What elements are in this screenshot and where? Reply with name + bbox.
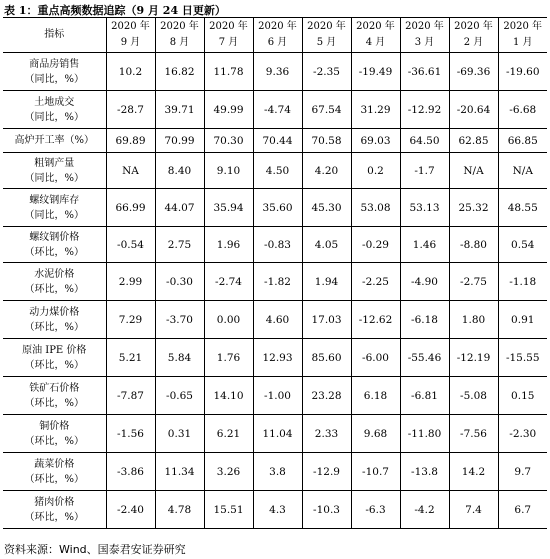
value-cell: 70.30 bbox=[204, 129, 253, 153]
value-cell: 45.30 bbox=[302, 189, 351, 227]
value-cell: -28.7 bbox=[106, 91, 155, 129]
value-cell: -12.62 bbox=[351, 301, 400, 339]
value-cell: 48.55 bbox=[498, 189, 547, 227]
indicator-label: 螺纹钢价格 bbox=[29, 231, 80, 243]
value-cell: -4.74 bbox=[253, 91, 302, 129]
table-row bbox=[3, 129, 547, 153]
indicator-label: 铜价格 bbox=[39, 420, 70, 432]
table-row bbox=[3, 453, 547, 491]
value-cell: 16.82 bbox=[155, 53, 204, 91]
month-header bbox=[253, 18, 302, 53]
month-header-month: 4 月 bbox=[365, 37, 386, 48]
value-cell: 69.89 bbox=[106, 129, 155, 153]
value-cell: 64.50 bbox=[400, 129, 449, 153]
value-cell: -19.49 bbox=[351, 53, 400, 91]
month-header-month: 9 月 bbox=[120, 37, 141, 48]
value-cell: 2.33 bbox=[302, 415, 351, 453]
value-cell: 53.08 bbox=[351, 189, 400, 227]
value-cell: -11.80 bbox=[400, 415, 449, 453]
value-cell: 4.50 bbox=[253, 153, 302, 189]
indicator-name bbox=[3, 301, 106, 339]
indicator-name bbox=[3, 227, 106, 263]
value-cell: -0.54 bbox=[106, 227, 155, 263]
value-cell: -55.46 bbox=[400, 339, 449, 377]
month-header-month: 5 月 bbox=[316, 37, 337, 48]
table-row bbox=[3, 377, 547, 415]
month-header-year: 2020 年 bbox=[503, 21, 543, 32]
month-header bbox=[400, 18, 449, 53]
value-cell: -8.80 bbox=[449, 227, 498, 263]
month-header-year: 2020 年 bbox=[209, 21, 248, 32]
value-cell: -7.87 bbox=[106, 377, 155, 415]
value-cell: 6.18 bbox=[351, 377, 400, 415]
value-cell: -2.35 bbox=[302, 53, 351, 91]
table-row bbox=[3, 415, 547, 453]
table-row bbox=[3, 91, 547, 129]
value-cell: 11.34 bbox=[155, 453, 204, 491]
source-note: 资料来源：Wind、国泰君安证券研究 bbox=[4, 543, 186, 556]
indicator-label: 原油 IPE 价格 bbox=[22, 344, 87, 356]
value-cell: 35.60 bbox=[253, 189, 302, 227]
value-cell: 4.05 bbox=[302, 227, 351, 263]
indicator-label: 蔬菜价格 bbox=[34, 458, 75, 470]
value-cell: -4.90 bbox=[400, 263, 449, 301]
month-header-month: 6 月 bbox=[267, 37, 288, 48]
indicator-label: 水泥价格 bbox=[34, 268, 75, 280]
indicator-label: 螺纹钢库存 bbox=[29, 194, 80, 206]
table-row bbox=[3, 301, 547, 339]
value-cell: 70.44 bbox=[253, 129, 302, 153]
value-cell: -6.68 bbox=[498, 91, 547, 129]
value-cell: 5.84 bbox=[155, 339, 204, 377]
value-cell: -0.65 bbox=[155, 377, 204, 415]
value-cell: 1.76 bbox=[204, 339, 253, 377]
indicator-unit: （同比，%） bbox=[24, 73, 84, 85]
value-cell: -2.74 bbox=[204, 263, 253, 301]
value-cell: 6.21 bbox=[204, 415, 253, 453]
month-header-year: 2020 年 bbox=[405, 21, 444, 32]
table-row bbox=[3, 263, 547, 301]
indicator-name bbox=[3, 453, 106, 491]
value-cell: 62.85 bbox=[449, 129, 498, 153]
indicator-label: 土地成交 bbox=[34, 96, 75, 108]
value-cell: 53.13 bbox=[400, 189, 449, 227]
indicator-label: 动力煤价格 bbox=[29, 306, 80, 318]
indicator-unit: （环比，%） bbox=[24, 321, 84, 333]
value-cell: 70.99 bbox=[155, 129, 204, 153]
value-cell: -0.83 bbox=[253, 227, 302, 263]
month-header-month: 2 月 bbox=[463, 37, 484, 48]
value-cell: 2.75 bbox=[155, 227, 204, 263]
month-header-year: 2020 年 bbox=[356, 21, 395, 32]
value-cell: -6.3 bbox=[351, 491, 400, 529]
value-cell: 3.8 bbox=[253, 453, 302, 491]
value-cell: 35.94 bbox=[204, 189, 253, 227]
value-cell: -1.7 bbox=[400, 153, 449, 189]
value-cell: -0.30 bbox=[155, 263, 204, 301]
month-header bbox=[106, 18, 155, 53]
value-cell: 9.7 bbox=[498, 453, 547, 491]
indicator-name bbox=[3, 129, 106, 153]
value-cell: -6.00 bbox=[351, 339, 400, 377]
indicator-name bbox=[3, 91, 106, 129]
table-row bbox=[3, 53, 547, 91]
value-cell: NA bbox=[106, 153, 155, 189]
value-cell: 9.10 bbox=[204, 153, 253, 189]
value-cell: -2.30 bbox=[498, 415, 547, 453]
value-cell: 4.20 bbox=[302, 153, 351, 189]
indicator-unit: （环比，%） bbox=[24, 473, 84, 485]
value-cell: 39.71 bbox=[155, 91, 204, 129]
value-cell: 10.2 bbox=[106, 53, 155, 91]
value-cell: 23.28 bbox=[302, 377, 351, 415]
month-header-year: 2020 年 bbox=[307, 21, 346, 32]
value-cell: -13.8 bbox=[400, 453, 449, 491]
indicator-header: 指标 bbox=[3, 18, 106, 53]
value-cell: 7.29 bbox=[106, 301, 155, 339]
value-cell: 66.99 bbox=[106, 189, 155, 227]
indicator-label: 高炉开工率（%） bbox=[14, 135, 94, 146]
indicator-name bbox=[3, 263, 106, 301]
value-cell: 1.46 bbox=[400, 227, 449, 263]
table-row bbox=[3, 153, 547, 189]
table-title: 表 1：重点高频数据追踪（9 月 24 日更新） bbox=[4, 4, 226, 17]
indicator-name bbox=[3, 339, 106, 377]
value-cell: 7.4 bbox=[449, 491, 498, 529]
value-cell: -15.55 bbox=[498, 339, 547, 377]
value-cell: -12.92 bbox=[400, 91, 449, 129]
month-header bbox=[351, 18, 400, 53]
value-cell: 66.85 bbox=[498, 129, 547, 153]
value-cell: 9.68 bbox=[351, 415, 400, 453]
value-cell: N/A bbox=[449, 153, 498, 189]
value-cell: -2.40 bbox=[106, 491, 155, 529]
value-cell: -3.70 bbox=[155, 301, 204, 339]
value-cell: -1.18 bbox=[498, 263, 547, 301]
indicator-label: 铁矿石价格 bbox=[29, 382, 80, 394]
value-cell: 0.54 bbox=[498, 227, 547, 263]
indicator-unit: （同比，%） bbox=[24, 111, 84, 123]
value-cell: -5.08 bbox=[449, 377, 498, 415]
value-cell: 31.29 bbox=[351, 91, 400, 129]
value-cell: -6.81 bbox=[400, 377, 449, 415]
month-header-year: 2020 年 bbox=[258, 21, 297, 32]
value-cell: -4.2 bbox=[400, 491, 449, 529]
value-cell: 44.07 bbox=[155, 189, 204, 227]
indicator-unit: （环比，%） bbox=[24, 435, 84, 447]
table-row bbox=[3, 227, 547, 263]
indicator-unit: （同比，%） bbox=[24, 172, 84, 184]
value-cell: -36.61 bbox=[400, 53, 449, 91]
value-cell: 9.36 bbox=[253, 53, 302, 91]
indicator-name bbox=[3, 189, 106, 227]
value-cell: -19.60 bbox=[498, 53, 547, 91]
value-cell: 14.2 bbox=[449, 453, 498, 491]
indicator-unit: （环比，%） bbox=[24, 397, 84, 409]
value-cell: -0.29 bbox=[351, 227, 400, 263]
value-cell: -10.3 bbox=[302, 491, 351, 529]
value-cell: 11.78 bbox=[204, 53, 253, 91]
indicator-unit: （环比，%） bbox=[24, 246, 84, 258]
indicator-unit: （环比，%） bbox=[24, 511, 84, 523]
header-row bbox=[3, 18, 547, 53]
value-cell: -20.64 bbox=[449, 91, 498, 129]
value-cell: 1.94 bbox=[302, 263, 351, 301]
month-header-month: 3 月 bbox=[414, 37, 435, 48]
value-cell: -1.56 bbox=[106, 415, 155, 453]
table-body bbox=[3, 53, 547, 529]
table-row bbox=[3, 491, 547, 529]
value-cell: -2.25 bbox=[351, 263, 400, 301]
indicator-name bbox=[3, 53, 106, 91]
value-cell: 8.40 bbox=[155, 153, 204, 189]
value-cell: 12.93 bbox=[253, 339, 302, 377]
month-header bbox=[498, 18, 547, 53]
value-cell: 0.15 bbox=[498, 377, 547, 415]
indicator-name bbox=[3, 415, 106, 453]
value-cell: -1.00 bbox=[253, 377, 302, 415]
value-cell: 70.58 bbox=[302, 129, 351, 153]
value-cell: 17.03 bbox=[302, 301, 351, 339]
month-header-year: 2020 年 bbox=[454, 21, 493, 32]
value-cell: 49.99 bbox=[204, 91, 253, 129]
value-cell: 3.26 bbox=[204, 453, 253, 491]
month-header-month: 8 月 bbox=[169, 37, 190, 48]
value-cell: 0.31 bbox=[155, 415, 204, 453]
value-cell: 25.32 bbox=[449, 189, 498, 227]
month-header bbox=[302, 18, 351, 53]
month-header bbox=[204, 18, 253, 53]
value-cell: 67.54 bbox=[302, 91, 351, 129]
value-cell: 1.96 bbox=[204, 227, 253, 263]
indicator-unit: （环比，%） bbox=[24, 283, 84, 295]
month-header-year: 2020 年 bbox=[160, 21, 199, 32]
value-cell: 69.03 bbox=[351, 129, 400, 153]
value-cell: 6.7 bbox=[498, 491, 547, 529]
value-cell: -7.56 bbox=[449, 415, 498, 453]
value-cell: -10.7 bbox=[351, 453, 400, 491]
value-cell: 11.04 bbox=[253, 415, 302, 453]
value-cell: 2.99 bbox=[106, 263, 155, 301]
value-cell: 85.60 bbox=[302, 339, 351, 377]
value-cell: -69.36 bbox=[449, 53, 498, 91]
value-cell: 4.60 bbox=[253, 301, 302, 339]
value-cell: -12.19 bbox=[449, 339, 498, 377]
indicator-name bbox=[3, 153, 106, 189]
month-header-year: 2020 年 bbox=[111, 21, 150, 32]
value-cell: 0.91 bbox=[498, 301, 547, 339]
data-table bbox=[3, 17, 547, 529]
month-header bbox=[449, 18, 498, 53]
value-cell: -6.18 bbox=[400, 301, 449, 339]
value-cell: -2.75 bbox=[449, 263, 498, 301]
indicator-label: 粗钢产量 bbox=[34, 157, 75, 169]
value-cell: 1.80 bbox=[449, 301, 498, 339]
indicator-label: 猪肉价格 bbox=[34, 496, 75, 508]
month-header-month: 7 月 bbox=[218, 37, 239, 48]
indicator-name bbox=[3, 491, 106, 529]
month-header-month: 1 月 bbox=[512, 37, 533, 48]
value-cell: 0.2 bbox=[351, 153, 400, 189]
table-row bbox=[3, 189, 547, 227]
value-cell: 15.51 bbox=[204, 491, 253, 529]
value-cell: 4.78 bbox=[155, 491, 204, 529]
value-cell: -12.9 bbox=[302, 453, 351, 491]
indicator-name bbox=[3, 377, 106, 415]
value-cell: -3.86 bbox=[106, 453, 155, 491]
indicator-label: 商品房销售 bbox=[29, 58, 80, 70]
value-cell: N/A bbox=[498, 153, 547, 189]
value-cell: 14.10 bbox=[204, 377, 253, 415]
value-cell: 4.3 bbox=[253, 491, 302, 529]
value-cell: 5.21 bbox=[106, 339, 155, 377]
indicator-unit: （同比，%） bbox=[24, 209, 84, 221]
table-row bbox=[3, 339, 547, 377]
value-cell: -1.82 bbox=[253, 263, 302, 301]
month-header bbox=[155, 18, 204, 53]
value-cell: 0.00 bbox=[204, 301, 253, 339]
indicator-unit: （环比，%） bbox=[24, 359, 84, 371]
